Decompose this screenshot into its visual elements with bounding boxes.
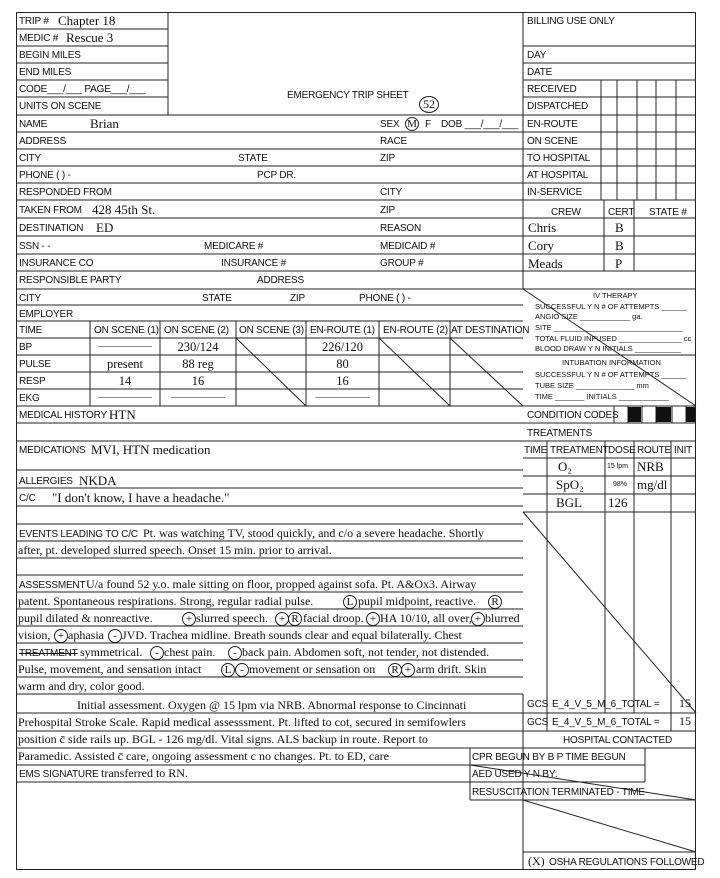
events-line-2[interactable]: after, pt. developed slurred speech. Onset 15 min. prior to arrival. <box>18 543 332 557</box>
city-label: CITY <box>19 153 41 164</box>
billing-to-hospital: TO HOSPITAL <box>527 153 591 164</box>
condition-codes-label: CONDITION CODES <box>527 410 619 421</box>
tx-row3-treatment[interactable]: BGL <box>556 495 582 510</box>
tx-header-init: INIT <box>674 445 693 456</box>
medic-label: MEDIC # <box>19 33 59 44</box>
assessment-line-7[interactable]: warm and dry, color good. <box>18 679 145 693</box>
vitals-pulse-label: PULSE <box>19 359 51 370</box>
hospital-contacted-label: HOSPITAL CONTACTED <box>563 735 673 746</box>
iv-site: SITE _______________________________ <box>535 323 684 332</box>
race-label: RACE <box>380 136 407 147</box>
assessment-line-3b[interactable]: slurred speech. <box>196 611 268 625</box>
assessment-line-3c[interactable]: facial droop. <box>303 611 364 625</box>
left-circle-1: L <box>343 595 357 609</box>
assessment-line-3a[interactable]: pupil dilated & nonreactive. <box>18 611 153 625</box>
osha-label: OSHA REGULATIONS FOLLOWED <box>549 857 705 868</box>
treatment-label: TREATMENT <box>19 648 78 659</box>
state-num-header: STATE # <box>649 207 687 218</box>
medications-value[interactable]: MVI, HTN medication <box>91 442 211 457</box>
narrative-line-3[interactable]: position c̄ side rails up. BGL - 126 mg/dl. Vital signs. ALS backup in route. Report to <box>18 732 428 746</box>
left-circle-2: L <box>221 663 235 677</box>
dob-label: DOB ___/___/___ <box>441 119 519 130</box>
plus-circle-6: + <box>401 663 415 677</box>
iv-blood: BLOOD DRAW Y N INITIALS ___________ <box>535 344 681 353</box>
plus-circle-2: + <box>275 612 289 626</box>
billing-at-hospital: AT HOSPITAL <box>527 170 589 181</box>
resp-os2[interactable]: 16 <box>191 374 205 388</box>
cpr-begun-label: CPR BEGUN BY B P TIME BEGUN <box>472 752 626 763</box>
resuscitation-terminated-label: RESUSCITATION TERMINATED - TIME <box>472 787 645 798</box>
medicare-label: MEDICARE # <box>204 241 264 252</box>
billing-dispatched: DISPATCHED <box>527 101 588 112</box>
iv-successful: SUCCESSFUL Y N # OF ATTEMPTS ______ <box>535 302 687 311</box>
bp-er1[interactable]: 226/120 <box>322 340 363 354</box>
bp-os2[interactable]: 230/124 <box>177 340 219 354</box>
right-circle-3: R <box>388 663 402 677</box>
ekg-os2: —————— <box>171 392 225 402</box>
assessment-line-6a[interactable]: Pulse, movement, and sensation intact <box>18 662 202 676</box>
allergies-value[interactable]: NKDA <box>79 473 117 488</box>
assessment-line-4b[interactable]: aphasia <box>68 628 104 642</box>
units-on-scene-label: UNITS ON SCENE <box>19 101 102 112</box>
assessment-line-4a[interactable]: vision, <box>18 628 51 642</box>
iv-fluid: TOTAL FLUID INFUSED _______________ cc <box>535 334 692 343</box>
history-value[interactable]: HTN <box>109 407 136 422</box>
aed-used-label: AED USED Y N BY: <box>472 769 558 780</box>
plus-circle-3: + <box>366 612 380 626</box>
assessment-line-1[interactable]: U/a found 52 y.o. male sitting on floor, propped against sofa. Pt. A&Ox3. Airway <box>86 577 477 591</box>
plus-circle-5: + <box>54 629 68 643</box>
events-label: EVENTS LEADING TO C/C <box>19 529 138 540</box>
tx-row1-treatment[interactable]: O₂ <box>558 459 572 474</box>
assessment-line-5a[interactable]: symmetrical. <box>80 645 143 659</box>
taken-from-value[interactable]: 428 45th St. <box>92 202 156 217</box>
billing-title: BILLING USE ONLY <box>527 16 615 27</box>
assessment-line-5b[interactable]: chest pain. <box>164 645 216 659</box>
resp-os1[interactable]: 14 <box>118 374 132 388</box>
tx-row1-route[interactable]: NRB <box>637 459 664 474</box>
gcs-label-1: GCS <box>527 699 549 710</box>
right-circle-1: R <box>488 595 502 609</box>
responded-from-label: RESPONDED FROM <box>19 187 112 198</box>
iv-angio: ANGIO SIZE ____________ ga. <box>535 312 643 321</box>
cert-header: CERT <box>608 207 635 218</box>
pulse-er1[interactable]: 80 <box>336 357 349 371</box>
int-tube: TUBE SIZE ______________ mm <box>535 381 649 390</box>
vitals-header-os3: ON SCENE (3) <box>239 325 304 336</box>
tx-row2-route[interactable]: mg/dl <box>637 477 668 492</box>
tx-header-treatment: TREATMENT <box>550 445 609 456</box>
vitals-bp-label: BP <box>19 342 32 353</box>
zip-label-2: ZIP <box>380 205 395 216</box>
gcs-label-2: GCS <box>527 717 549 728</box>
code-page-label: CODE___/___ PAGE___/___ <box>19 84 146 95</box>
begin-miles-label: BEGIN MILES <box>19 50 81 61</box>
history-label: MEDICAL HISTORY <box>19 410 107 421</box>
right-circle-2: R <box>288 612 302 626</box>
trip-label: TRIP # <box>19 16 49 27</box>
state2-label: STATE <box>202 293 232 304</box>
minus-circle-3: - <box>228 646 242 660</box>
assessment-line-2b[interactable]: pupil midpoint, reactive. <box>358 594 476 608</box>
assessment-line-4c[interactable]: JVD. Trachea midline. Breath sounds clear and equal bilaterally. Chest <box>122 628 462 642</box>
billing-in-service: IN-SERVICE <box>527 187 583 198</box>
vitals-header-os1: ON SCENE (1) <box>94 325 159 336</box>
vitals-header-os2: ON SCENE (2) <box>164 325 229 336</box>
billing-en-route: EN-ROUTE <box>527 119 578 130</box>
crew-cert-1: B <box>615 220 624 235</box>
vitals-header-dest: AT DESTINATION <box>451 325 530 336</box>
ekg-os1: —————— <box>98 392 152 402</box>
assessment-line-3e[interactable]: blurred <box>485 611 520 625</box>
bp-os1: —————— <box>98 341 152 351</box>
ssn-label: SSN - - <box>19 241 51 252</box>
narrative-line-1[interactable]: Initial assessment. Oxygen @ 15 lpm via NRB. Abnormal response to Cincinnati <box>77 698 467 712</box>
crew-name-3: Meads <box>528 256 563 271</box>
int-time: TIME _______ INITIALS ____________ <box>535 392 669 401</box>
reason-label: REASON <box>380 223 422 234</box>
sex-m-circled[interactable]: M <box>405 117 419 131</box>
billing-date: DATE <box>527 67 553 78</box>
address-label: ADDRESS <box>19 136 66 147</box>
cc-value[interactable]: "I don't know, I have a headache." <box>52 490 230 505</box>
pulse-os2[interactable]: 88 reg <box>182 357 214 371</box>
assessment-line-6b[interactable]: movement or sensation on <box>249 662 376 676</box>
zip-label: ZIP <box>380 153 395 164</box>
medications-label: MEDICATIONS <box>19 445 86 456</box>
taken-from-label: TAKEN FROM <box>19 205 82 216</box>
rp-address-label: ADDRESS <box>257 275 304 286</box>
gcs-row-1[interactable]: E_4_V_5_M_6_TOTAL = <box>552 699 660 710</box>
plus-circle-4: + <box>471 612 485 626</box>
name-value[interactable]: Brian <box>90 116 119 131</box>
cc-label: C/C <box>19 493 36 504</box>
allergies-label: ALLERGIES <box>19 476 73 487</box>
tx-header-dose: DOSE <box>608 445 636 456</box>
osha-checkmark[interactable]: (X) <box>528 854 545 868</box>
medicaid-label: MEDICAID # <box>380 241 436 252</box>
trip-value[interactable]: Chapter 18 <box>58 13 116 28</box>
assessment-line-6c[interactable]: arm drift. Skin <box>416 662 487 676</box>
group-label: GROUP # <box>380 258 424 269</box>
pulse-os1[interactable]: present <box>106 357 144 371</box>
crew-cert-3: P <box>615 256 623 271</box>
insurance-co-label: INSURANCE CO <box>19 258 94 269</box>
billing-day: DAY <box>527 50 547 61</box>
minus-circle-4: - <box>235 663 249 677</box>
treatments-title: TREATMENTS <box>527 428 593 439</box>
billing-on-scene: ON SCENE <box>527 136 578 147</box>
crew-name-1: Chris <box>528 220 557 235</box>
city-label-2: CITY <box>380 187 402 198</box>
city2-label: CITY <box>19 293 41 304</box>
medic-value[interactable]: Rescue 3 <box>66 30 114 45</box>
state-label: STATE <box>238 153 268 164</box>
int-successful: SUCCESSFUL Y N # OF ATTEMPTS ______ <box>535 370 687 379</box>
tx-row2-treatment[interactable]: SpO₂ <box>556 477 584 492</box>
destination-label: DESTINATION <box>19 223 84 234</box>
sex-label: SEX <box>380 119 400 130</box>
resp-er1[interactable]: 16 <box>336 374 349 388</box>
tx-header-time: TIME <box>524 445 548 456</box>
phone-label: PHONE ( ) - <box>19 170 71 181</box>
age-circle: 52 <box>419 96 439 113</box>
crew-cert-2: B <box>615 238 624 253</box>
ekg-er1: —————— <box>315 392 370 402</box>
plus-circle-1: + <box>182 612 196 626</box>
crew-header: CREW <box>551 207 581 218</box>
crew-name-2: Cory <box>528 238 554 253</box>
sex-f-option: F <box>425 119 431 130</box>
narrative-line-4[interactable]: Paramedic. Assisted c̄ care, ongoing assessment c no changes. Pt. to ED, care <box>18 749 389 763</box>
vitals-ekg-label: EKG <box>19 393 40 404</box>
tx-header-route: ROUTE <box>637 445 672 456</box>
gcs-total-2[interactable]: 15 <box>679 714 691 728</box>
minus-circle-2: - <box>150 646 164 660</box>
ems-signature-label: EMS SIGNATURE <box>19 769 99 780</box>
tx-row3-dose[interactable]: 126 <box>608 495 628 510</box>
vitals-resp-label: RESP <box>19 376 46 387</box>
tx-row2-dose[interactable]: 98% <box>613 481 628 488</box>
phone2-label: PHONE ( ) - <box>359 293 411 304</box>
vitals-header-er1: EN-ROUTE (1) <box>310 325 375 336</box>
assessment-label: ASSESSMENT <box>19 580 86 591</box>
form-title: EMERGENCY TRIP SHEET <box>287 90 409 101</box>
narrative-line-2[interactable]: Prehospital Stroke Scale. Rapid medical assesssment. Pt. lifted to cot, secured in semifowlers <box>18 715 466 729</box>
pcp-label: PCP DR. <box>257 170 296 181</box>
name-label: NAME <box>19 119 48 130</box>
vitals-header-er2: EN-ROUTE (2) <box>383 325 448 336</box>
narrative-line-5[interactable]: transferred to RN. <box>101 766 188 780</box>
insurance-num-label: INSURANCE # <box>221 258 287 269</box>
assessment-line-3d[interactable]: HA 10/10, all over, <box>380 611 472 625</box>
employer-label: EMPLOYER <box>19 309 73 320</box>
gcs-total-1[interactable]: 15 <box>679 696 691 710</box>
assessment-line-5c[interactable]: back pain. Abdomen soft, not tender, not distended. <box>242 645 490 659</box>
events-line-1[interactable]: Pt. was watching TV, stood quickly, and c/o a severe headache. Shortly <box>143 526 485 540</box>
gcs-row-2[interactable]: E_4_V_5_M_6_TOTAL = <box>552 717 660 728</box>
destination-value[interactable]: ED <box>96 220 114 235</box>
intubation-title: INTUBATION INFORMATION <box>562 358 661 367</box>
responsible-party-label: RESPONSIBLE PARTY <box>19 275 122 286</box>
tx-row1-dose[interactable]: 15 lpm <box>607 463 629 470</box>
minus-circle-1: - <box>108 629 122 643</box>
end-miles-label: END MILES <box>19 67 72 78</box>
assessment-line-2a[interactable]: patent. Spontaneous respirations. Strong, regular radial pulse. <box>18 594 314 608</box>
iv-title: IV THERAPY <box>593 291 638 300</box>
zip2-label: ZIP <box>290 293 305 304</box>
vitals-header-time: TIME <box>19 325 43 336</box>
billing-received: RECEIVED <box>527 84 577 95</box>
